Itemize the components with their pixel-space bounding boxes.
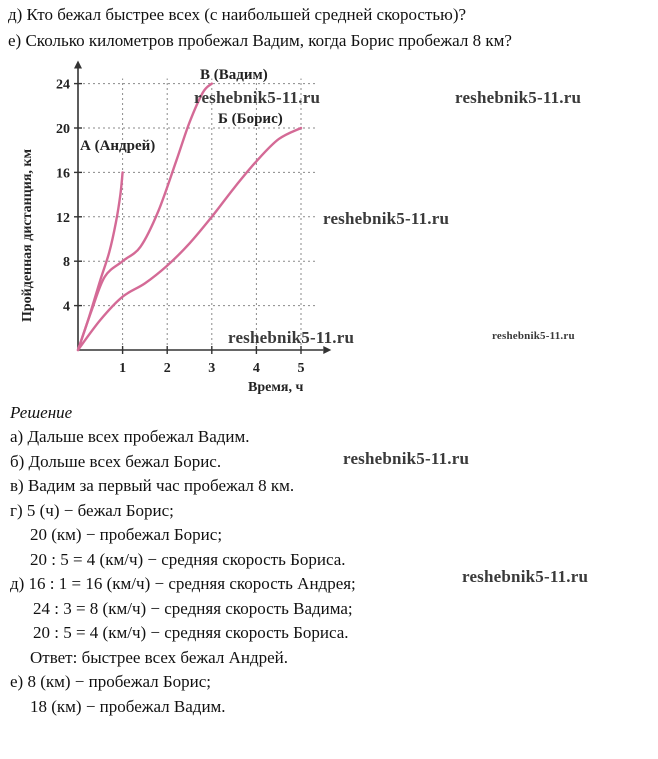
- solution-line: д) 16 : 1 = 16 (км/ч) − средняя скорость Андрея;: [10, 574, 356, 593]
- series-label-boris: Б (Борис): [218, 111, 283, 127]
- y-axis-title: Пройденная дистанция, км: [20, 148, 35, 322]
- series-label-vadim: В (Вадим): [200, 67, 268, 83]
- x-tick-label: 2: [163, 361, 171, 376]
- x-tick-label: 5: [297, 361, 305, 376]
- solution-line: 20 : 5 = 4 (км/ч) − средняя скорость Бориса.: [30, 550, 346, 569]
- watermark: reshebnik5-11.ru: [455, 88, 582, 107]
- solution-line: 20 (км) − пробежал Борис;: [30, 525, 223, 544]
- y-tick-label: 16: [56, 166, 70, 182]
- y-tick-label: 4: [63, 299, 70, 315]
- solution-line: а) Дальше всех пробежал Вадим.: [10, 427, 250, 446]
- y-tick-label: 8: [63, 255, 70, 271]
- x-tick-label: 3: [208, 361, 216, 376]
- question-d: д) Кто бежал быстрее всех (с наибольшей средней скоростью)?: [8, 5, 467, 24]
- watermark: reshebnik5-11.ru: [462, 567, 589, 586]
- x-tick-label: 4: [252, 361, 260, 376]
- solution-line: в) Вадим за первый час пробежал 8 км.: [10, 476, 295, 495]
- solution-line: е) 8 (км) − пробежал Борис;: [10, 672, 212, 691]
- y-tick-label: 24: [56, 77, 70, 93]
- solution-line: Ответ: быстрее всех бежал Андрей.: [30, 648, 288, 667]
- series-label-andrey: А (Андрей): [80, 138, 156, 154]
- watermark: reshebnik5-11.ru: [323, 209, 450, 228]
- solution-line: 24 : 3 = 8 (км/ч) − средняя скорость Вадима;: [33, 599, 353, 618]
- distance-time-chart: [10, 60, 370, 400]
- solution-heading: Решение: [10, 403, 73, 422]
- y-tick-label: 12: [56, 210, 70, 226]
- watermark: reshebnik5-11.ru: [343, 449, 470, 468]
- solution-line: б) Дольше всех бежал Борис.: [10, 452, 222, 471]
- solution-line: г) 5 (ч) − бежал Борис;: [10, 501, 174, 520]
- question-e: е) Сколько километров пробежал Вадим, когда Борис пробежал 8 км?: [8, 31, 512, 50]
- watermark: reshebnik5-11.ru: [194, 88, 321, 107]
- x-axis-title: Время, ч: [248, 380, 304, 395]
- watermark: reshebnik5-11.ru: [228, 328, 355, 347]
- x-tick-label: 1: [119, 361, 127, 376]
- watermark: reshebnik5-11.ru: [492, 330, 575, 342]
- y-tick-label: 20: [56, 122, 70, 137]
- y-axis-arrow: [74, 61, 82, 69]
- solution-line: 18 (км) − пробежал Вадим.: [30, 697, 226, 716]
- solution-line: 20 : 5 = 4 (км/ч) − средняя скорость Бориса.: [33, 623, 349, 642]
